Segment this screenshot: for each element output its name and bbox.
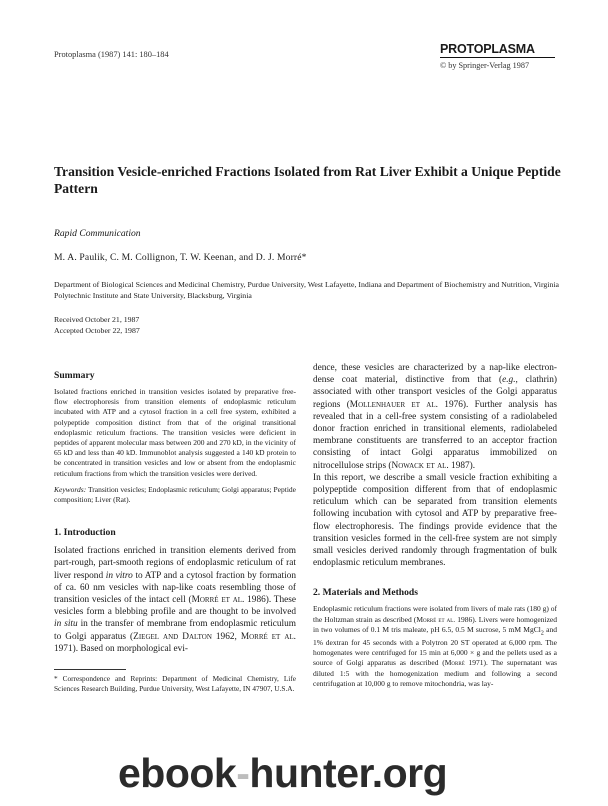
- correspondence-footnote: * Correspondence and Reprints: Department of Medicinal Chemistry, Life Sciences Research Building, Purdue University, West Lafayette, IN 47907, U.S.A.: [54, 674, 296, 693]
- citation: Ziegel and Dalton 1962, Morré et al. 1971: [54, 631, 296, 654]
- journal-logo-text: PROTOPLASMA: [440, 42, 555, 58]
- methods-text: Endoplasmic reticulum fractions were isolated from livers of male rats (180 g) of the Holtzman strain as described (Morré et al. 1986). Livers were homogenized in two volumes of 0.1 M tris maleate, pH 6.5, 0.5 M sucrose, 5 mM MgCl$_2$ and 1% dextran for 45 seconds with a Polytron 20 ST operated at 6,000 rpm. The homogenates were centrifuged for 15 min at 6,000 × g and the pellets used as a source of Golgi apparatus as described (Morré 1971). The supernatant was diluted 1:5 with the homogenization medium and following a second centrifugation at 10,000 g to remove mitochondria, was lay-: [313, 604, 557, 688]
- introduction-text: Isolated fractions enriched in transition elements derived from part-rough, part-smooth regions of endoplasmic reticulum of rat liver respond in vitro to ATP and a cytosol fraction by formation of ca. 60 nm vesicles with nap-like coats resembling those of transition vesicles of the intact cell (Morré et al. 1986). These vesicles form a blebbing profile and are thought to be involved in situ in the transfer of membrane from endoplasmic reticulum to Golgi apparatus (Ziegel and Dalton 1962, Morré et al. 1971). Based on morphological evi-: [54, 546, 296, 654]
- introduction-heading: 1. Introduction: [54, 527, 116, 539]
- footnote-divider: [54, 669, 126, 670]
- right-column: [313, 362, 557, 689]
- journal-reference: Protoplasma (1987) 141: 180–184: [54, 50, 169, 59]
- keywords: [54, 485, 296, 505]
- summary-heading: Summary: [54, 370, 95, 381]
- accepted-date: Accepted October 22, 1987: [54, 325, 140, 335]
- citation: Nowack et al. 1987: [391, 460, 470, 471]
- article-title: Transition Vesicle-enriched Fractions Isolated from Rat Liver Exhibit a Unique Peptide Pattern: [54, 164, 561, 196]
- keywords-list: Transition vesicles; Endoplasmic reticulum; Golgi apparatus; Peptide composition; Liver (Rat).: [54, 484, 297, 505]
- left-column: [54, 370, 296, 694]
- report-paragraph: In this report, we describe a small vesicle fraction exhibiting a polypeptide composition different from that of endoplasmic reticulum which can be separated from transition elements following incubation with cytosol and ATP by preparative free-flow electrophoresis. The findings provide evidence that the transition vesicles formed in the cell-free system are not simply small vesicles derived randomly through fragmentation of bulk endoplasmic reticulum membranes.: [313, 472, 557, 569]
- affiliation: Department of Biological Sciences and Medicinal Chemistry, Purdue University, West Lafayette, Indiana and Department of Biochemistry and Nutrition, Virginia Polytechnic Institute and State University, Blacksburg, Virginia: [54, 280, 559, 300]
- copyright-notice: © by Springer-Verlag 1987: [440, 61, 530, 70]
- citation: Morré et al. 1986: [191, 595, 266, 606]
- summary-text: Isolated fractions enriched in transition vesicles isolated by preparative free-flow electrophoresis from transition elements of endoplasmic reticulum incubated with ATP and a cytosol fraction in a cell free system, exhibited a polypeptide composition distinct from that of the original transitional endoplasmic reticulum fractions. The transition vesicles were deficient in peptides of apparent molecular mass between 200 and 270 kD, in the vicinity of 65 kD and less than 40 kD. Immunoblot analysis suggested a 140 kD protein to be concentrated in transition vesicles and low or absent from the endoplasmic reticulum fractions from which the transition vesicles were derived.: [54, 387, 296, 478]
- citation: Mollenhauer et al. 1976: [349, 399, 463, 410]
- methods-heading: 2. Materials and Methods: [313, 587, 418, 599]
- journal-brand: [440, 42, 555, 70]
- received-date: Received October 21, 1987: [54, 315, 140, 324]
- watermark: ebook-hunter.org: [118, 750, 448, 796]
- article-type: Rapid Communication: [54, 228, 141, 239]
- article-dates: [54, 315, 140, 336]
- author-list: M. A. Paulik, C. M. Collignon, T. W. Keenan, and D. J. Morré*: [54, 252, 307, 263]
- keywords-label: Keywords:: [54, 484, 87, 494]
- introduction-continued: dence, these vesicles are characterized by a nap-like electron-dense coat material, distinctive from that (e.g., clathrin) associated with other transport vesicles of the Golgi apparatus regions (Mollenhauer et al. 1976). Further analysis has revealed that in a cell-free system consisting of a radiolabeled donor fraction enriched in transitional elements, radiolabeled membrane constituents are transferred to an acceptor fraction consisting of intact Golgi apparatus immobilized on nitrocellulose strips (Nowack et al. 1987).: [313, 363, 558, 471]
- citation: Morré 1971: [444, 658, 484, 668]
- citation: Morré et al. 1986: [416, 614, 473, 624]
